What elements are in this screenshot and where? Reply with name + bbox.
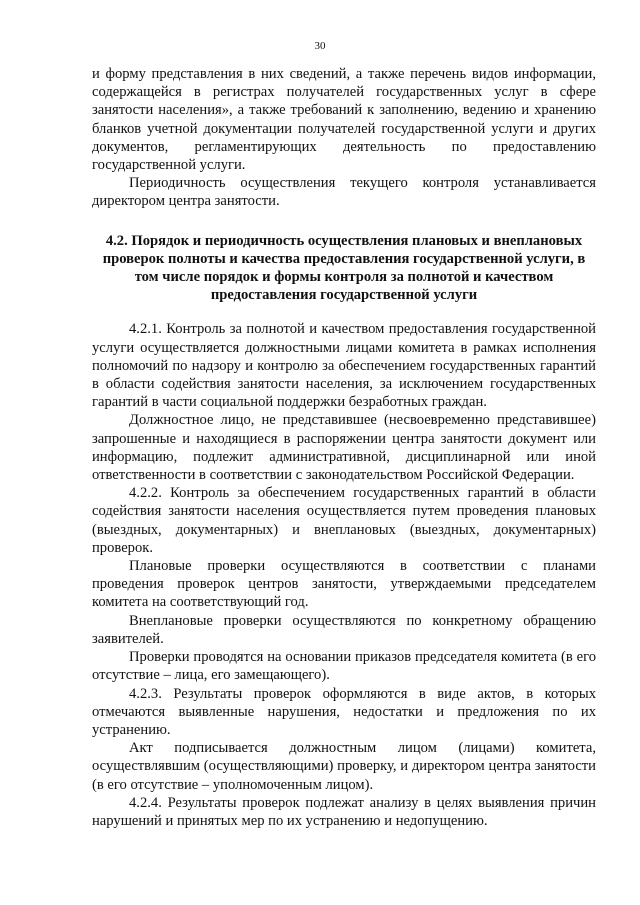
paragraph-act-signing: Акт подписывается должностным лицом (лицами) комитета, осуществлявшим (осуществляющими) проверку, и директором центра занятости (в его отсутствие – уполномоченным лицом). xyxy=(92,740,596,793)
paragraph-inspection-orders: Проверки проводятся на основании приказов председателя комитета (в его отсутствие – лица, его замещающего). xyxy=(92,649,596,684)
document-body xyxy=(92,65,596,830)
paragraph-planned-inspections: Плановые проверки осуществляются в соответствии с планами проведения проверок центров занятости, утверждаемыми председателем комитета на соответствующий год. xyxy=(92,558,596,611)
paragraph-4-2-2: 4.2.2. Контроль за обеспечением государственных гарантий в области содействия занятости населения осуществляется путем проведения плановых (выездных, документарных) и внеплановых (выездных, документарных) проверок. xyxy=(92,485,596,556)
paragraph-4-2-4: 4.2.4. Результаты проверок подлежат анализу в целях выявления причин нарушений и принятых мер по их устранению и недопущению. xyxy=(92,794,596,829)
page-number: 30 xyxy=(314,40,326,52)
paragraph-4-2-1: 4.2.1. Контроль за полнотой и качеством предоставления государственной услуги осуществляется должностными лицами комитета в рамках исполнения полномочий по надзору и контролю за обеспечением государственных гарантий в области содействия занятости населения, за исключением государственных гарантий в части социальной поддержки безработных граждан. xyxy=(92,321,596,411)
paragraph-current-control: Периодичность осуществления текущего контроля устанавливается директором центра занятости. xyxy=(92,175,596,210)
paragraph-continuation: и форму представления в них сведений, а также перечень видов информации, содержащейся в регистрах получателей государственных услуг в сфере занятости населения», а также требований к заполнению, ведению и хранению бланков учетной документации получателей государственной услуги и других документов, регламентирующих деятельность по предоставлению государственной услуги. xyxy=(92,66,596,174)
paragraph-official-liability: Должностное лицо, не представившее (несвоевременно представившее) запрошенные и находящиеся в распоряжении центра занятости документ или информацию, подлежит административной, дисциплинарной или иной ответственности в соответствии с законодательством Российской Федерации. xyxy=(92,412,596,484)
section-heading: 4.2. Порядок и периодичность осуществления плановых и внеплановых проверок полноты и качества предоставления государственной услуги, в том числе порядок и формы контроля за полнотой и качеством предоставления государственной услуги xyxy=(102,232,586,304)
paragraph-unplanned-inspections: Внеплановые проверки осуществляются по конкретному обращению заявителей. xyxy=(92,612,596,647)
paragraph-4-2-3: 4.2.3. Результаты проверок оформляются в виде актов, в которых отмечаются выявленные нарушения, недостатки и предложения по их устранению. xyxy=(92,685,596,738)
